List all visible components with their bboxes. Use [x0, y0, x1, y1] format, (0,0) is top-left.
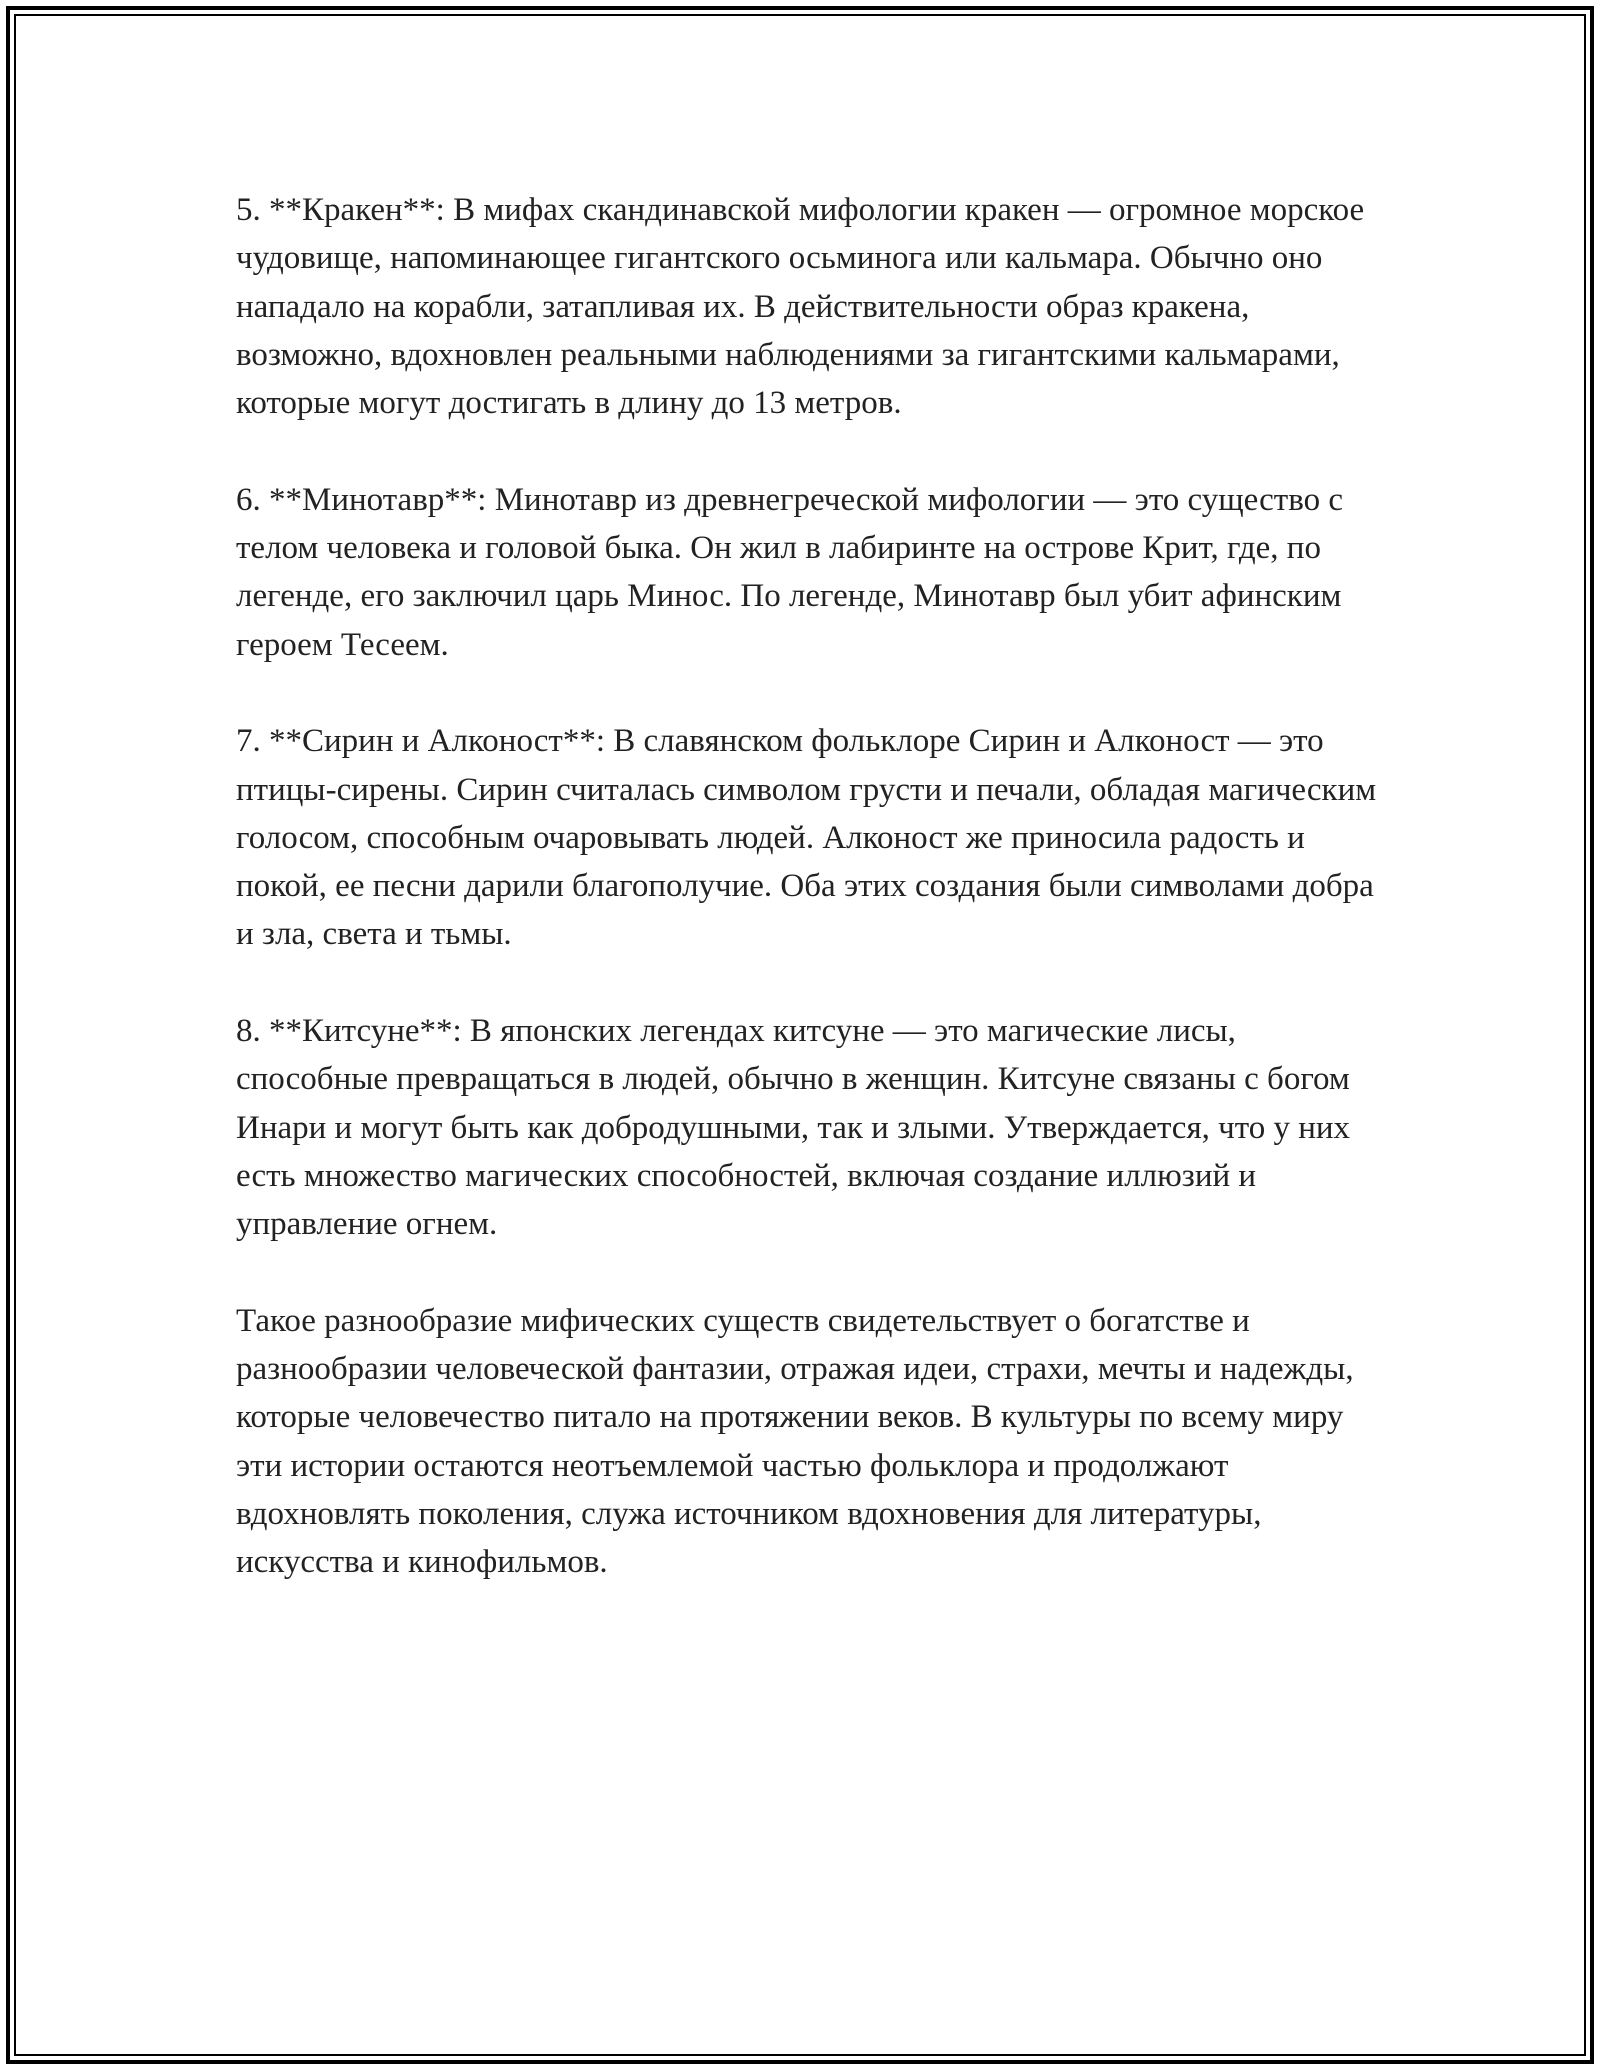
paragraph-minotaur: 6. **Минотавр**: Минотавр из древнегреческой мифологии — это существо с телом человека и головой быка. Он жил в лабиринте на острове Крит, где, по легенде, его заключил царь Минос. По легенде, Минотавр был убит афинским героем Тесеем. — [236, 481, 1343, 663]
paragraph-sirin-alkonost: 7. **Сирин и Алконост**: В славянском фольклоре Сирин и Алконост — это птицы-сирены. Сирин считалась символом грусти и печали, обладая магическим голосом, способным очаровывать людей. Алконост же приносила радость и покой, ее песни дарили благополучие. Оба этих создания были символами добра и зла, света и тьмы. — [236, 723, 1377, 953]
paragraph-kraken: 5. **Кракен**: В мифах скандинавской мифологии кракен — огромное морское чудовище, напоминающее гигантского осьминога или кальмара. Обычно оно нападало на корабли, затапливая их. В действительности образ кракена, возможно, вдохновлен реальными наблюдениями за гигантскими кальмарами, которые могут достигать в длину до 13 метров. — [236, 192, 1365, 422]
paragraph-conclusion: Такое разнообразие мифических существ свидетельствует о богатстве и разнообразии человеческой фантазии, отражая идеи, страхи, мечты и надежды, которые человечество питало на протяжении веков. В культуры по всему миру эти истории остаются неотъемлемой частью фольклора и продолжают вдохновлять поколения, служа источником вдохновения для литературы, искусства и кинофильмов. — [236, 1302, 1354, 1581]
paragraph-kitsune: 8. **Китсуне**: В японских легендах китсуне — это магические лисы, способные превращаться в людей, обычно в женщин. Китсуне связаны с богом Инари и могут быть как добродушными, так и злыми. Утверждается, что у них есть множество магических способностей, включая создание иллюзий и управление огнем. — [236, 1013, 1351, 1243]
document-body — [236, 186, 1386, 1635]
